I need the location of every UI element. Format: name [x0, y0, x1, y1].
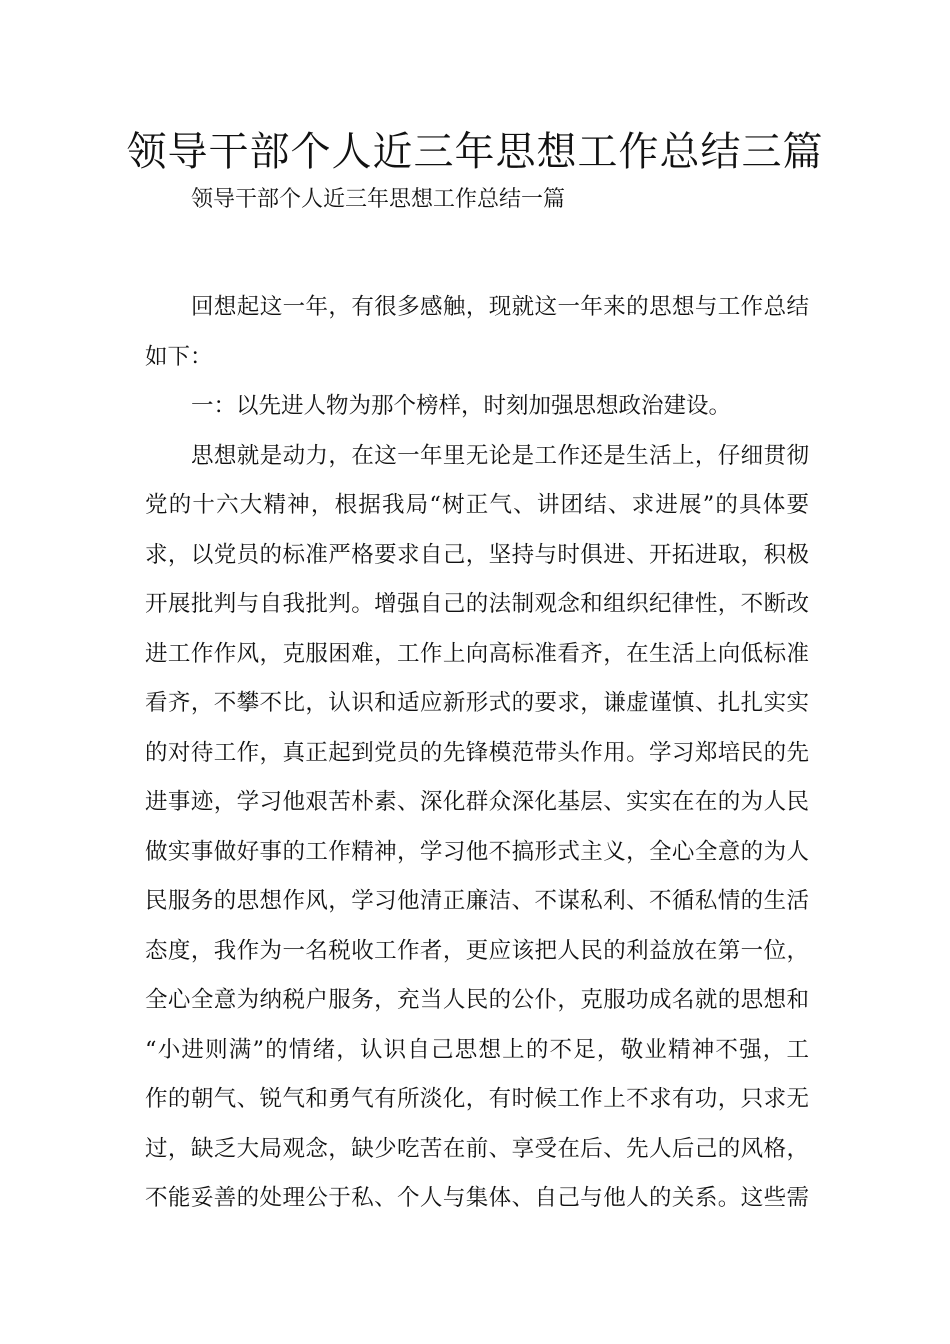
document-body: [145, 283, 809, 1224]
paragraph-line: 进事迹，学习他艰苦朴素、深化群众深化基层、实实在在的为人民: [145, 789, 809, 815]
paragraph-line: 看齐，不攀不比，认识和适应新形式的要求，谦虚谨慎、扎扎实实: [145, 690, 809, 716]
paragraph-line: 求，以党员的标准严格要求自己，坚持与时俱进、开拓进取，积极: [145, 541, 809, 568]
paragraph-line: 态度，我作为一名税收工作者，更应该把人民的利益放在第一位，: [145, 937, 809, 964]
paragraph-line: 回想起这一年，有很多感触，现就这一年来的思想与工作总结: [191, 294, 809, 320]
paragraph-line: 全心全意为纳税户服务，充当人民的公仆，克服功成名就的思想和: [145, 987, 809, 1013]
paragraph-line: 进工作作风，克服困难，工作上向高标准看齐，在生活上向低标准: [145, 640, 809, 667]
document-title: 领导干部个人近三年思想工作总结三篇: [126, 129, 824, 175]
paragraph-line: 民服务的思想作风，学习他清正廉洁、不谋私利、不循私情的生活: [145, 888, 809, 914]
document-subtitle: 领导干部个人近三年思想工作总结一篇: [191, 187, 566, 212]
paragraph-line: 思想就是动力，在这一年里无论是工作还是生活上，仔细贯彻: [191, 442, 809, 469]
paragraph-line: 不能妥善的处理公于私、个人与集体、自己与他人的关系。这些需: [145, 1185, 809, 1211]
paragraph-line: 如下：: [145, 343, 213, 370]
paragraph-line: 过，缺乏大局观念，缺少吃苦在前、享受在后、先人后己的风格，: [145, 1135, 809, 1162]
paragraph-line: 的对待工作，真正起到党员的先锋模范带头作用。学习郑培民的先: [145, 739, 809, 766]
section-heading: 一：以先进人物为那个榜样，时刻加强思想政治建设。: [191, 393, 732, 419]
paragraph-line: “小进则满”的情绪，认识自己思想上的不足，敬业精神不强，工: [145, 1036, 809, 1063]
paragraph-line: 做实事做好事的工作精神，学习他不搞形式主义，全心全意的为人: [145, 838, 809, 865]
paragraph-line: 党的十六大精神，根据我局“树正气、讲团结、求进展”的具体要: [145, 492, 809, 518]
paragraph-line: 开展批判与自我批判。增强自己的法制观念和组织纪律性，不断改: [145, 591, 809, 617]
paragraph-line: 作的朝气、锐气和勇气有所淡化，有时候工作上不求有功，只求无: [145, 1086, 809, 1112]
